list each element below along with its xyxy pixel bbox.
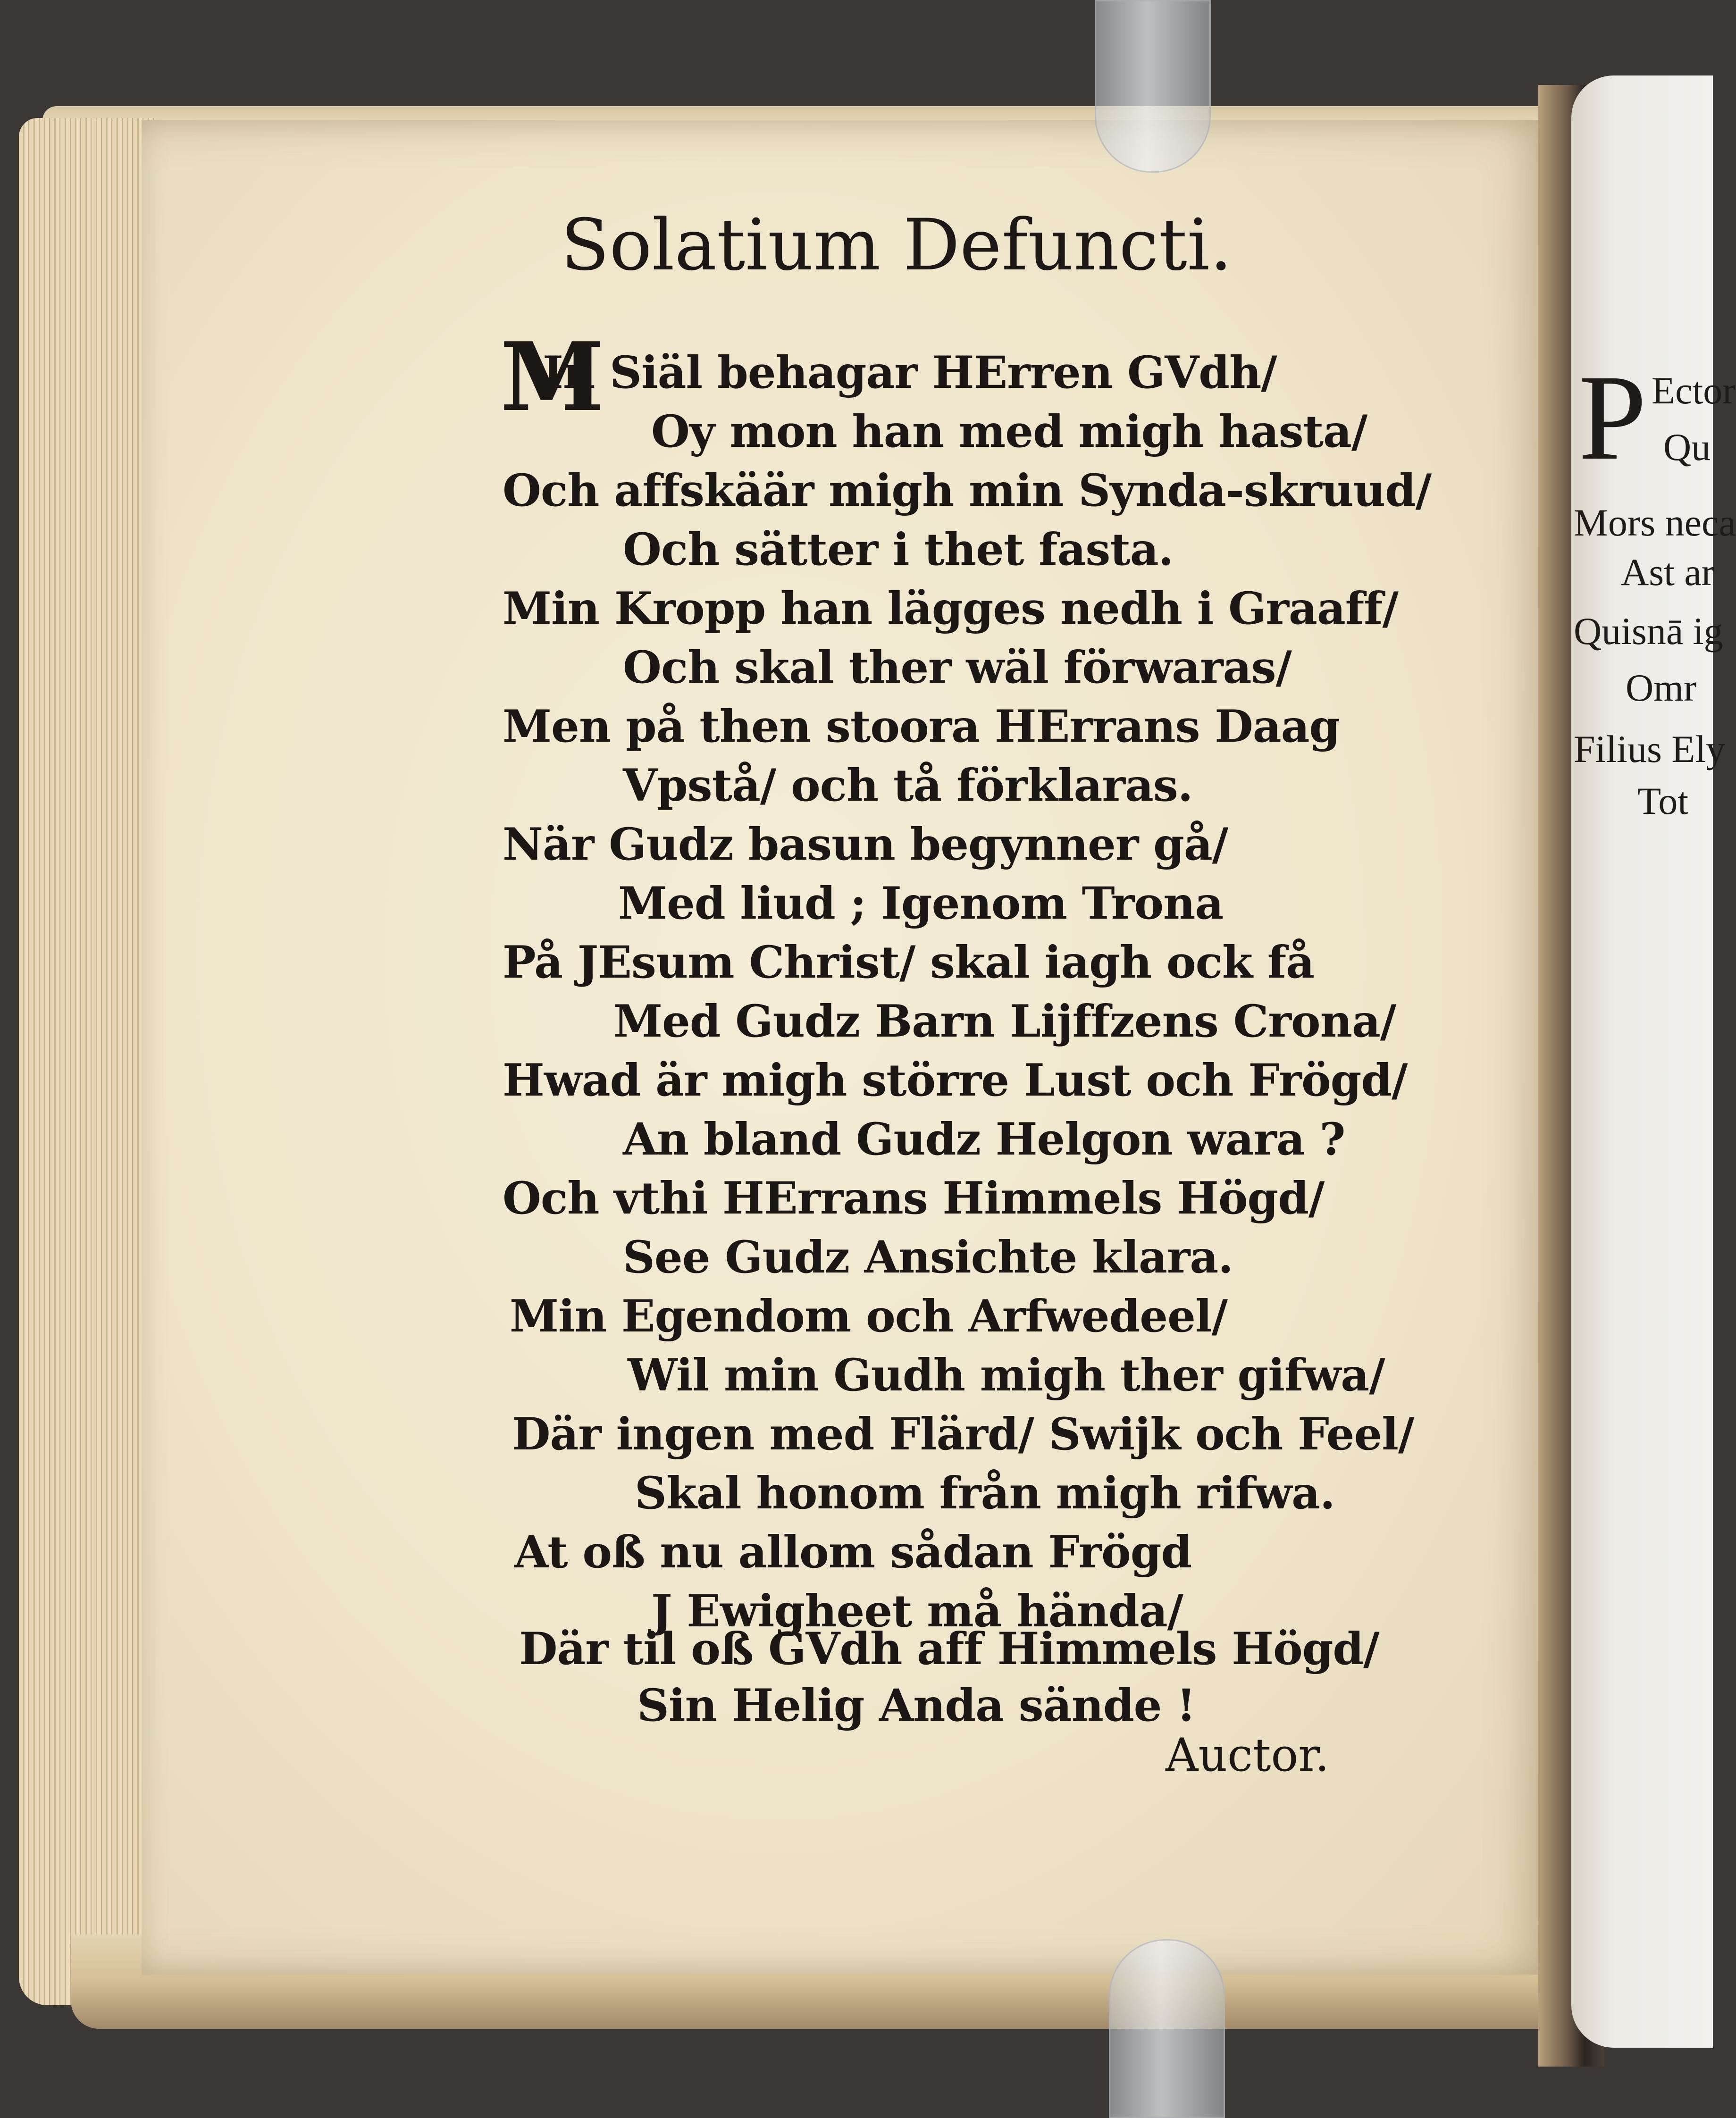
verse-line: In Siäl behagar HErren GVdh/ [543, 347, 1277, 399]
verse-line: Wil min Gudh migh ther gifwa/ [628, 1349, 1385, 1401]
verse-line: Skal honom från migh rifwa. [635, 1467, 1335, 1519]
verse-line: På JEsum Christ/ skal iagh ock få [503, 937, 1315, 988]
verse-line: Där ingen med Flärd/ Swijk och Feel/ [512, 1408, 1414, 1460]
facing-page-line: Filius Ely [1574, 728, 1726, 770]
facing-page-line: Ector [1652, 369, 1736, 412]
verse-line: Och sätter i thet fasta. [623, 524, 1174, 576]
verse-line: Och affskäär migh min Synda-skruud/ [503, 465, 1432, 517]
verse-line: At oß nu allom sådan Frögd [514, 1526, 1192, 1578]
verse-line: Oy mon han med migh hasta/ [651, 406, 1367, 458]
verse-line: Min Egendom och Arfwedeel/ [510, 1290, 1227, 1342]
facing-page-line: Tot [1637, 779, 1689, 822]
verse-line: J Ewigheet må hända/ [651, 1585, 1183, 1637]
verse-line: Vpstå/ och tå förklaras. [623, 760, 1193, 812]
facing-page-line: Qu [1663, 426, 1711, 469]
verse-line: När Gudz basun begynner gå/ [503, 819, 1228, 871]
verse-line: Hwad är migh större Lust och Frögd/ [503, 1055, 1408, 1106]
verse-line: Där til oß GVdh aff Himmels Högd/ [519, 1623, 1379, 1675]
drop-cap-initial: M [500, 322, 605, 433]
verse-line: Och skal ther wäl förwaras/ [623, 642, 1292, 694]
facing-page-line: Omr [1626, 666, 1697, 709]
verse-line: Med liud ; Igenom Trona [618, 878, 1224, 929]
page-title: Solatium Defuncti. [561, 204, 1233, 286]
facing-page-line: Ast ar [1621, 551, 1715, 594]
page-stack-edge [19, 118, 156, 2005]
verse-line: Men på then stoora HErrans Daag [503, 701, 1340, 753]
facing-page-line: Quisnā ig [1574, 610, 1723, 653]
verse-line: Min Kropp han lägges nedh i Graaff/ [503, 583, 1398, 635]
verse-line: An bland Gudz Helgon wara ? [623, 1113, 1345, 1165]
verse-line: Sin Helig Anda sände ! [637, 1680, 1196, 1732]
page-holder-clip-bottom [1109, 1939, 1225, 2118]
page-holder-clip-top [1095, 0, 1211, 173]
verse-line: Med Gudz Barn Lijffzens Crona/ [613, 996, 1396, 1047]
author-attribution: Auctor. [1166, 1729, 1330, 1782]
facing-page-drop-cap: P [1578, 350, 1647, 486]
verse-line: Och vthi HErrans Himmels Högd/ [503, 1172, 1325, 1224]
facing-page-line: Mors neca [1574, 501, 1736, 544]
verse-line: See Gudz Ansichte klara. [623, 1231, 1233, 1283]
